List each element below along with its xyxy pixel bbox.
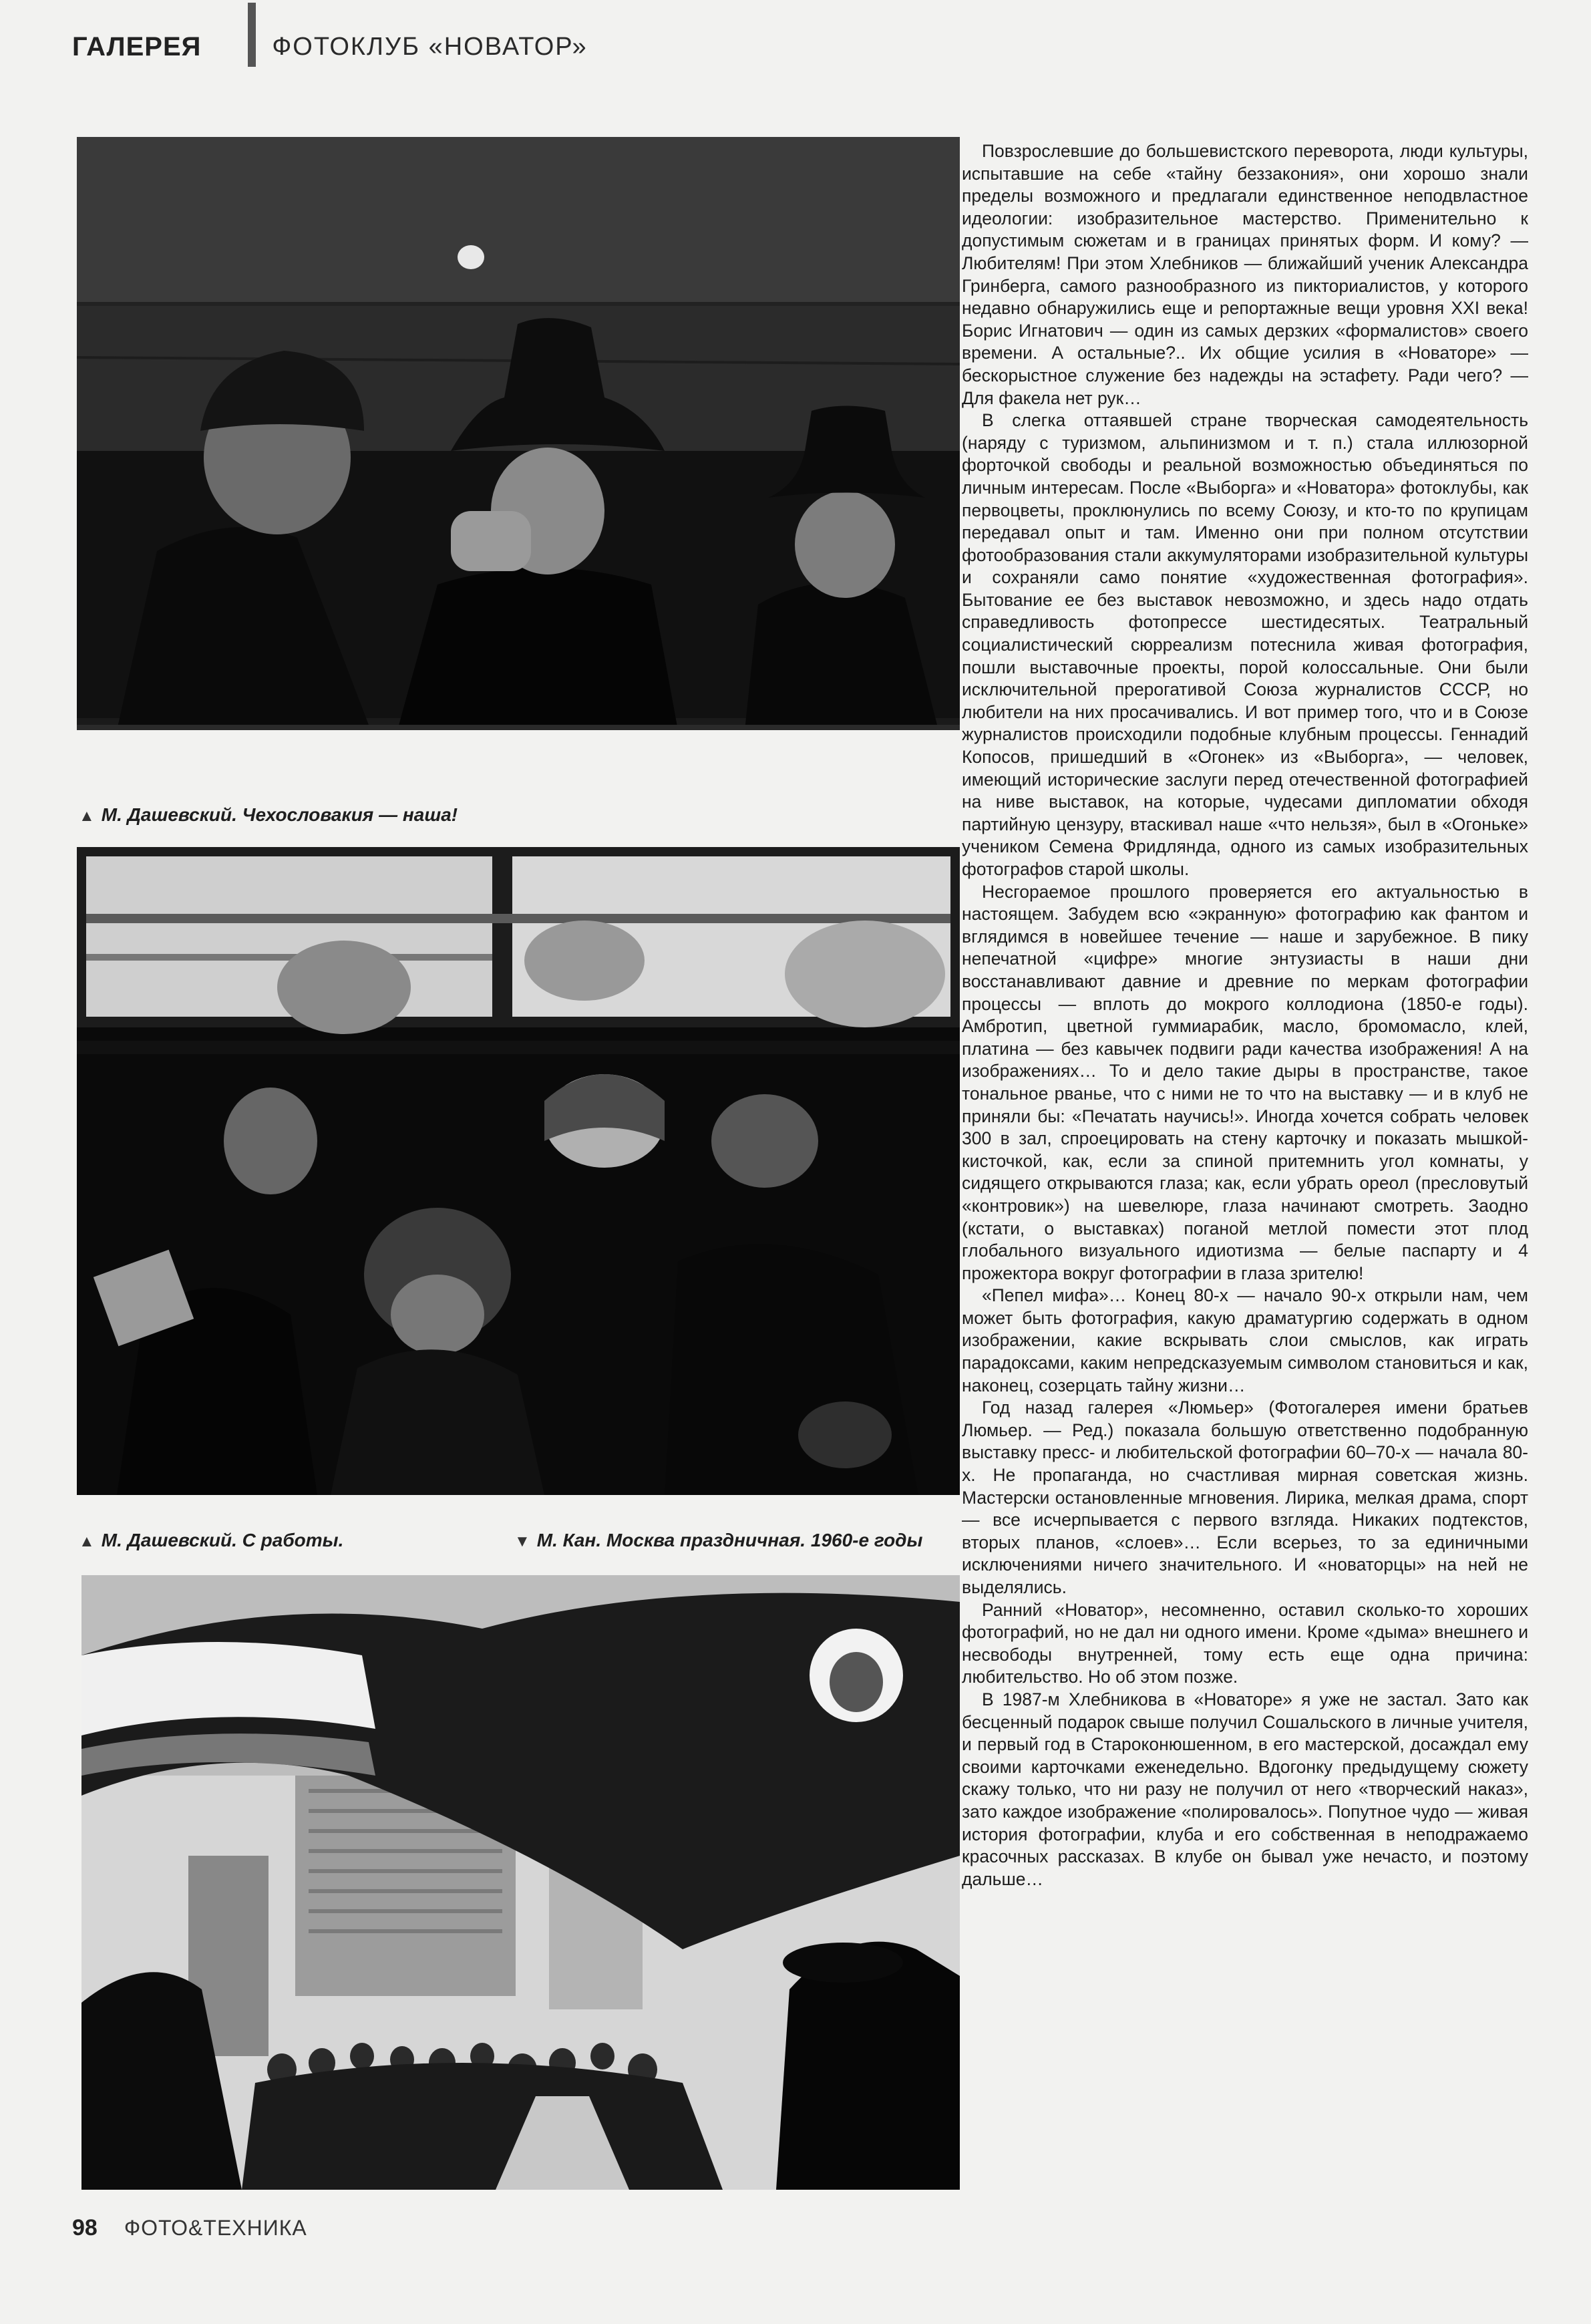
- article-paragraph: Год назад галерея «Люмьер» (Фотогалерея имени братьев Люмьер. — Ред.) показала большую ответственно подобранную выставку пресс- и любительской фотографии 60–70-х — начала 80-х. Не пропаганда, но счастливая мирная советская жизнь. Мастерски остановленные мгновения. Лирика, мелкая драма, спорт — все исчерпывается с первого взгляда. Никаких подтекстов, вторых планов, «слоев»… Если всерьез, то за единичными исключениями ничего значительного. И «новаторцы» на ней не выделялись.: [962, 1397, 1528, 1597]
- caption-photo-2: [79, 1530, 343, 1551]
- caption-photo-3: [514, 1530, 922, 1551]
- caption-photo-1: [79, 804, 458, 826]
- caption-text: М. Дашевский. Чехословакия — наша!: [101, 804, 458, 825]
- page-footer: [72, 2215, 307, 2241]
- article-paragraph: Ранний «Новатор», несомненно, оставил сколько-то хороших фотографий, но не дал ни одного имени. Кроме «дыма» внешнего и несвободы внутренней, тому есть еще одна причина: любительство. Но об этом позже.: [962, 1599, 1528, 1687]
- caption-marker: ▼: [514, 1532, 530, 1550]
- article-paragraph: Повзрослевшие до большевистского переворота, люди культуры, испытавшие на себе «тайну беззакония», они хорошо знали пределы возможного и предлагали единственное неподвластное идеологии: изобразительное мастерство. Применительно к допустимым сюжетам и в границах принятых форм. И кому? — Любителям! При этом Хлебников — ближайший ученик Александра Гринберга, самого разнообразного из пикториалистов, у которого недавно обнаружились еще и репортажные вещи уровня XXI века! Борис Игнатович — один из самых дерзких «формалистов» своего времени. А остальные?.. Их общие усилия в «Новаторе» — бескорыстное служение без надежды на эстафету. Ради чего? — Для факела нет рук…: [962, 141, 1528, 408]
- article-paragraph: Несгораемое прошлого проверяется его актуальностью в настоящем. Забудем всю «экранную» фотографию как фантом и вглядимся в новейшее течение — наше и зарубежное. В пику непечатной «цифре» многие энтузиасты в наши дни восстанавливают давние и древние по меркам фотографии процессы — вплоть до мокрого коллодиона (1850-е годы). Амбротип, цветной гуммиарабик, масло, бромомасло, клей, платина — без кавычек подвиги ради качества изображения! А на изображениях… То и дело такие дыры в пространстве, такое тональное рванье, что с ними не то что на выставку — и в клуб не приняли бы: «Печатать научись!». Иногда хочется собрать человек 300 в зал, спроецировать на стену карточку и показать мышкой-кисточкой, как, если за спиной притемнить угол комнаты, у сидящего открываются глаза; как, если убрать ореол (пресловутый «контровик») на шевелюре, глаза начинают смотреть. Заодно (кстати, о выставках) поганой метлой помести этот плод глобального визуального идиотизма — белые паспарту и 4 прожектора вокруг фотографии в глаза зрителю!: [962, 881, 1528, 1283]
- page-header: [72, 27, 588, 67]
- section-label: ГАЛЕРЕЯ: [72, 31, 202, 61]
- header-divider: [248, 3, 256, 67]
- page-number: 98: [72, 2215, 98, 2240]
- article-paragraph: «Пепел мифа»… Конец 80-х — начало 90-х открыли нам, чем может быть фотография, какую драматургию содержать в одном изображении, какие вскрывать слои смыслов, как играть парадоксами, каким непредсказуемым символом становиться и как, наконец, созерцать тайну жизни…: [962, 1285, 1528, 1395]
- photo-festive-moscow: [81, 1575, 960, 2190]
- photo-czechoslovakia: [77, 137, 960, 730]
- photo-from-work: [77, 847, 960, 1495]
- caption-text: М. Кан. Москва праздничная. 1960-е годы: [536, 1530, 923, 1550]
- caption-marker: ▲: [79, 1532, 95, 1550]
- club-title: ФОТОКЛУБ «НОВАТОР»: [272, 32, 588, 61]
- caption-text: М. Дашевский. С работы.: [101, 1530, 344, 1550]
- caption-marker: ▲: [79, 807, 95, 825]
- article-body: [962, 140, 1528, 2224]
- magazine-name: ФОТО&ТЕХНИКА: [124, 2216, 307, 2240]
- article-paragraph: В 1987-м Хлебникова в «Новаторе» я уже не застал. Зато как бесценный подарок свыше получил Сошальского в личные учителя, и первый год в Староконюшенном, в его мастерской, досаждал ему своими карточками еженедельно. Вдогонку предыдущему сюжету скажу только, что ни разу не получил от него «творческий наказ», зато каждое изображение «полировалось». Попутное чудо — живая история фотографии, клуба и его собственная в неподражаемо красочных рассказах. В клубе он бывал уже нечасто, и поэтому дальше…: [962, 1689, 1528, 1889]
- article-paragraph: В слегка оттаявшей стране творческая самодеятельность (наряду с туризмом, альпинизмом и т. п.) стала иллюзорной форточкой свободы и реальной возможностью объединяться по личным интересам. После «Выборга» и «Новатора» фотоклубы, как первоцветы, проклюнулись по всему Союзу, и кто-то по крупицам передавал опыт и там. Именно они при полном отсутствии фотообразования стали аккумуляторами изобразительной культуры и сохраняли само понятие «художественная фотография». Бытование ее без выставок невозможно, и здесь надо отдать справедливость фотопрессе шестидесятых. Театральный социалистический сюрреализм потеснила живая фотография, пошли выставочные проекты, порой колоссальные. Они были исключительной прерогативой Союза журналистов СССР, но любители на них просачивались. И вот пример того, что и в Союзе журналистов происходили подобные клубным процессы. Геннадий Копосов, пришедший в «Огонек» из «Выборга», — человек, имеющий исторические заслуги перед отечественной фотографией на ниве выставок, на которые, чудесами дипломатии обходя партийную цензуру, втаскивал наше «что нельзя», был в «Огоньке» учеником Семена Фридлянда, одного из самых изобразительных фотографов старой школы.: [962, 410, 1528, 879]
